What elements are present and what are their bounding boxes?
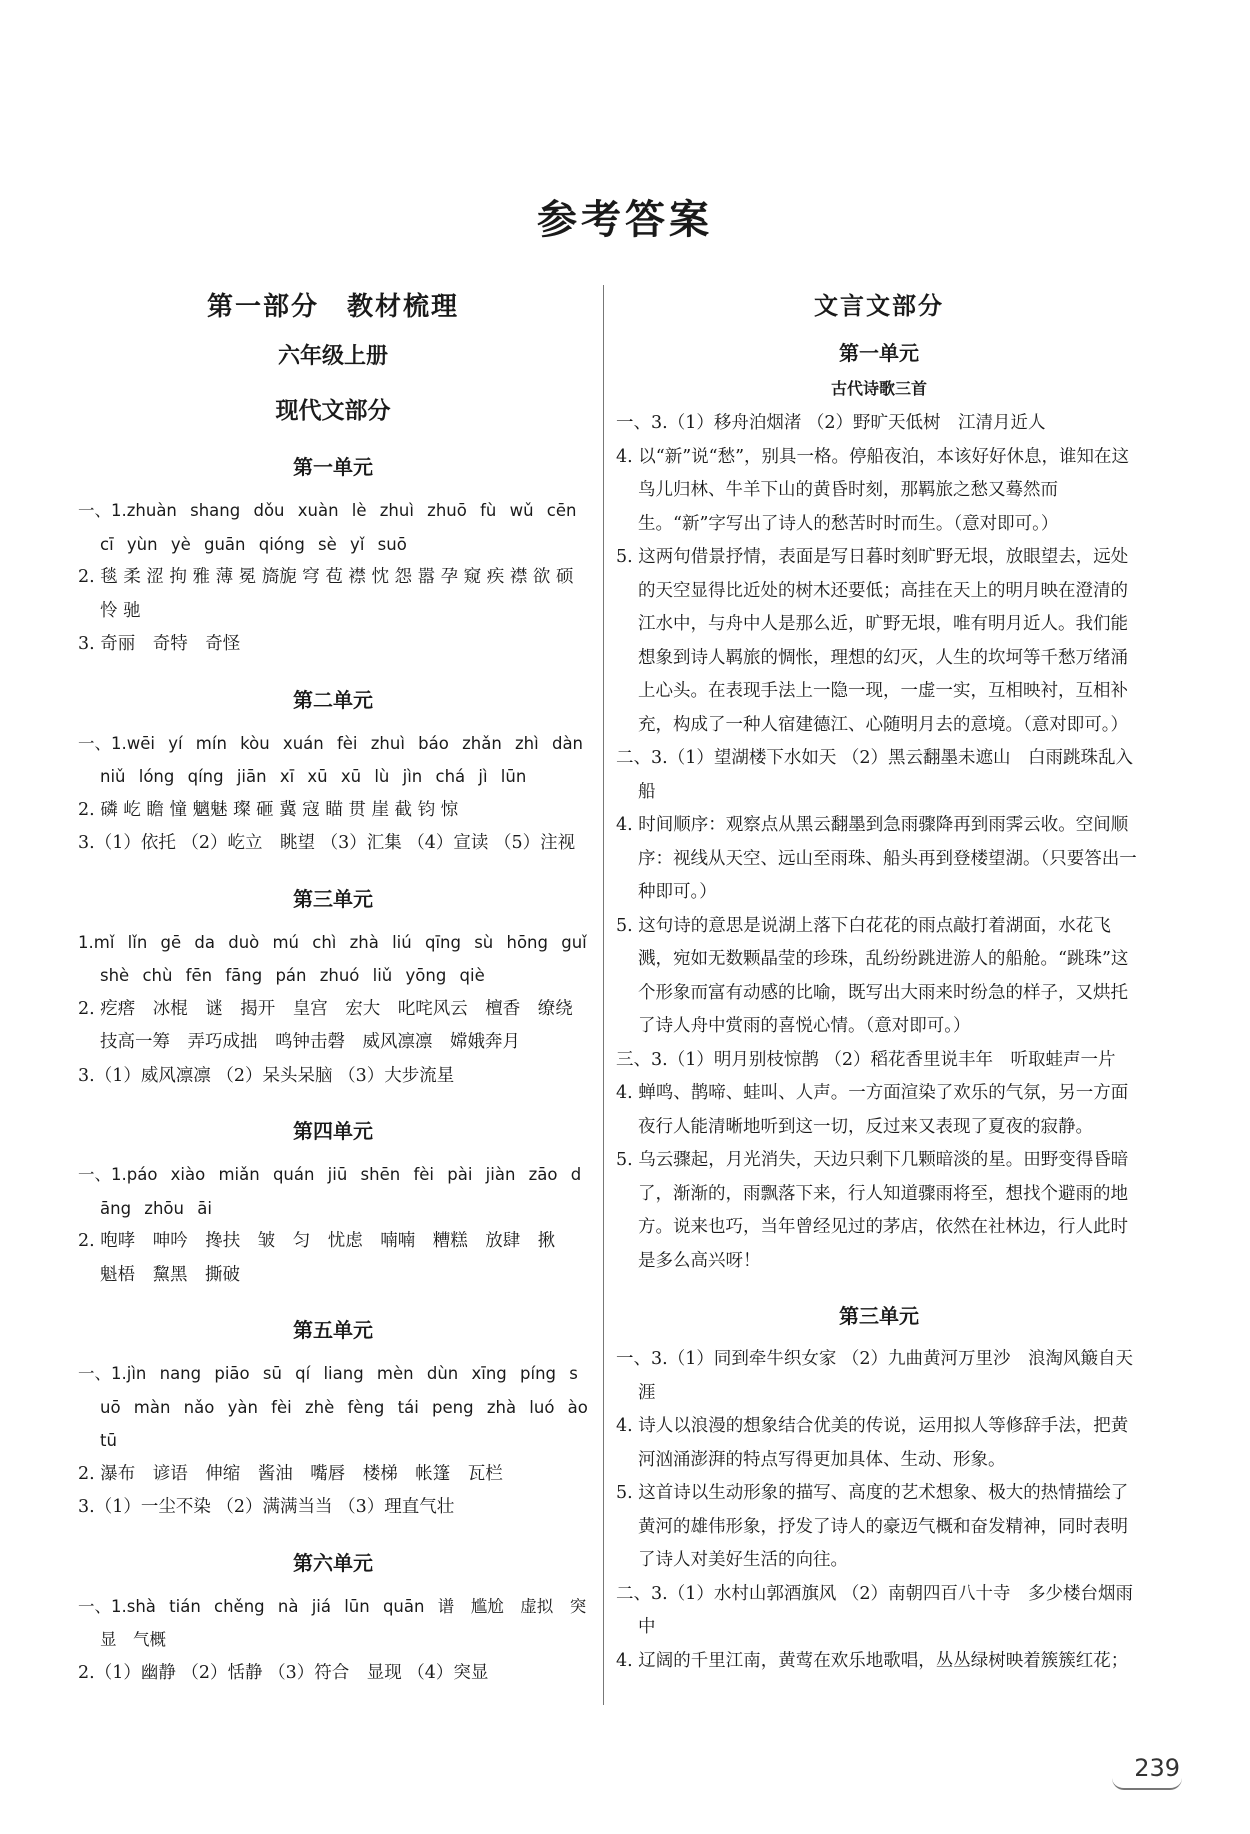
answer-item: 3. 奇丽 奇特 奇怪 — [78, 634, 241, 654]
page-title: 参考答案 — [537, 196, 713, 243]
answer-item: 2. 疙瘩 冰棍 谜 揭开 皇宫 宏大 叱咤风云 檀香 缭绕 技高一筹 弄巧成拙 鸣钟击磬 威风凛凛 嫦娥奔月 — [78, 998, 591, 1052]
unit-title: 第一单元 — [839, 341, 919, 365]
answer-item: 一、1.wēi yí mín kòu xuán fèi zhuì báo zhǎn zhì dàn niǔ lóng qíng jiān xī xū xū lù jìn chá jì lūn — [78, 733, 584, 786]
unit-title: 第二单元 — [293, 687, 373, 712]
unit-block — [78, 883, 591, 1094]
answer-item: 5. 这两句借景抒情，表面是写日暮时刻旷野无垠，放眼望去，远处的天空显得比近处的树木还要低；高挂在天上的明月映在澄清的江水中，与舟中人是那么近，旷野无垠，唯有明月近人。我们能想象到诗人羁旅的惆怅，理想的幻灭，人生的坎坷等千愁万绪涌上心头。在表现手法上一隐一现，一虚一实，互相映衬，互相补充，构成了一种人宿建德江、心随明月去的意境。（意对即可。） — [616, 547, 1129, 735]
unit-block — [78, 684, 588, 861]
answer-item: 一、1.páo xiào miǎn quán jiū shēn fèi pài jiàn zāo dāng zhōu āi — [78, 1165, 582, 1218]
poem-group-title: 古代诗歌三首 — [830, 379, 927, 398]
answer-item: 一、3.（1）同到牵牛织女家 （2）九曲黄河万里沙 浪淘风簸自天涯 — [616, 1349, 1134, 1403]
left-column — [78, 280, 591, 1690]
answer-item: 3.（1）依托 （2）屹立 眺望 （3）汇集 （4）宣读 （5）注视 — [78, 833, 576, 853]
answer-item: 2. 磷 屹 瞻 憧 魑魅 璨 砸 冀 寇 瞄 贯 崖 截 钧 惊 — [78, 799, 459, 820]
answer-item: 1.mǐ lǐn gē da duò mú chì zhà liú qīng sù hōng guǐ shè chù fēn fāng pán zhuó liǔ yōng qiè — [78, 932, 587, 985]
unit-block — [78, 451, 588, 662]
unit-title: 第五单元 — [293, 1318, 373, 1342]
answer-item: 二、3.（1）水村山郭酒旗风 （2）南朝四百八十寺 多少楼台烟雨中 — [616, 1583, 1134, 1637]
answer-item: 5. 这首诗以生动形象的描写、高度的艺术想象、极大的热情描绘了黄河的雄伟形象，抒发了诗人的豪迈气概和奋发精神，同时表明了诗人对美好生活的向往。 — [616, 1483, 1129, 1570]
section-title-classical: 文言文部分 — [814, 291, 944, 320]
answer-item: 一、1.zhuàn shang dǒu xuàn lè zhuì zhuō fù wǔ cēn cī yùn yè guān qióng sè yǐ suō — [78, 501, 577, 554]
unit-block — [616, 1300, 1142, 1678]
unit-block — [78, 1314, 588, 1525]
grade-title: 六年级上册 — [277, 343, 388, 369]
page-number-swoosh-icon — [1112, 1778, 1182, 1790]
right-column — [616, 280, 1142, 1678]
column-divider — [603, 285, 604, 1705]
part-title: 第一部分 教材梳理 — [206, 292, 459, 322]
answer-item: 4. 蝉鸣、鹊啼、蛙叫、人声。一方面渲染了欢乐的气氛，另一方面夜行人能清晰地听到这一切，反过来又表现了夏夜的寂静。 — [616, 1083, 1129, 1137]
unit-title: 第三单元 — [293, 886, 373, 911]
answer-item: 一、3.（1）移舟泊烟渚 （2）野旷天低树 江清月近人 — [616, 413, 1046, 433]
answer-item: 一、1.jìn nang piāo sū qí liang mèn dùn xīng píng suō màn nǎo yàn fèi zhè fèng tái peng zhà luó ào tū — [78, 1364, 588, 1450]
answer-item: 一、1.shà tián chěng nà jiá lūn quān 谱 尴尬 虚拟 突显 气概 — [78, 1596, 587, 1649]
answer-item: 3.（1）一尘不染 （2）满满当当 （3）理直气壮 — [78, 1497, 455, 1517]
answer-item: 2. 毯 柔 涩 拘 雅 薄 冕 旖旎 穹 苞 襟 忱 怨 嚣 孕 窥 疾 襟 欲 硕 怜 驰 — [78, 567, 574, 621]
answer-item: 4. 诗人以浪漫的想象结合优美的传说，运用拟人等修辞手法，把黄河汹涌澎湃的特点写得更加具体、生动、形象。 — [616, 1416, 1129, 1470]
unit-title: 第四单元 — [293, 1119, 373, 1143]
unit-block — [616, 337, 1142, 1278]
unit-block — [78, 1547, 588, 1691]
answer-item: 4. 辽阔的千里江南，黄莺在欢乐地歌唱，丛丛绿树映着簇簇红花； — [616, 1650, 1129, 1671]
answer-item: 5. 这句诗的意思是说湖上落下白花花的雨点敲打着湖面，水花飞溅，宛如无数颗晶莹的珍珠，乱纷纷跳进游人的船舱。“跳珠”这个形象而富有动感的比喻，既写出大雨来时纷急的样子，又烘托了诗人舟中赏雨的喜悦心情。（意对即可。） — [616, 915, 1129, 1036]
answer-item: 4. 时间顺序：观察点从黑云翻墨到急雨骤降再到雨霁云收。空间顺序：视线从天空、远山至雨珠、船头再到登楼望湖。（只要答出一种即可。） — [616, 815, 1137, 902]
answer-item: 2. 咆哮 呻吟 搀扶 皱 匀 忧虑 喃喃 糟糕 放肆 揪 魁梧 黧黑 撕破 — [78, 1231, 573, 1285]
unit-title: 第一单元 — [293, 455, 373, 479]
answer-item: 2.（1）幽静 （2）恬静 （3）符合 显现 （4）突显 — [78, 1662, 489, 1683]
answer-item: 三、3.（1）明月别枝惊鹊 （2）稻花香里说丰年 听取蛙声一片 — [616, 1049, 1116, 1070]
unit-title: 第三单元 — [839, 1304, 919, 1328]
answer-item: 3.（1）威风凛凛 （2）呆头呆脑 （3）大步流星 — [78, 1065, 455, 1086]
unit-title: 第六单元 — [293, 1550, 373, 1575]
answer-item: 5. 乌云骤起，月光消失，天边只剩下几颗暗淡的星。田野变得昏暗了，渐渐的，雨飘落下来，行人知道骤雨将至，想找个避雨的地方。说来也巧，当年曾经见过的茅店，依然在社林边，行人此时是多么高兴呀！ — [616, 1150, 1129, 1271]
answer-item: 2. 瀑布 谚语 伸缩 酱油 嘴唇 楼梯 帐篷 瓦栏 — [78, 1463, 503, 1484]
section-title-modern: 现代文部分 — [275, 397, 391, 424]
answer-item: 4. 以“新”说“愁”，别具一格。停船夜泊，本该好好休息，谁知在这鸟儿归林、牛羊下山的黄昏时刻，那羁旅之愁又蓦然而生。“新”字写出了诗人的愁苦时时而生。（意对即可。） — [616, 446, 1130, 534]
unit-block — [78, 1115, 588, 1292]
page-number: 239 — [1134, 1754, 1180, 1782]
answer-item: 二、3.（1）望湖楼下水如天 （2）黑云翻墨未遮山 白雨跳珠乱入船 — [616, 748, 1134, 802]
